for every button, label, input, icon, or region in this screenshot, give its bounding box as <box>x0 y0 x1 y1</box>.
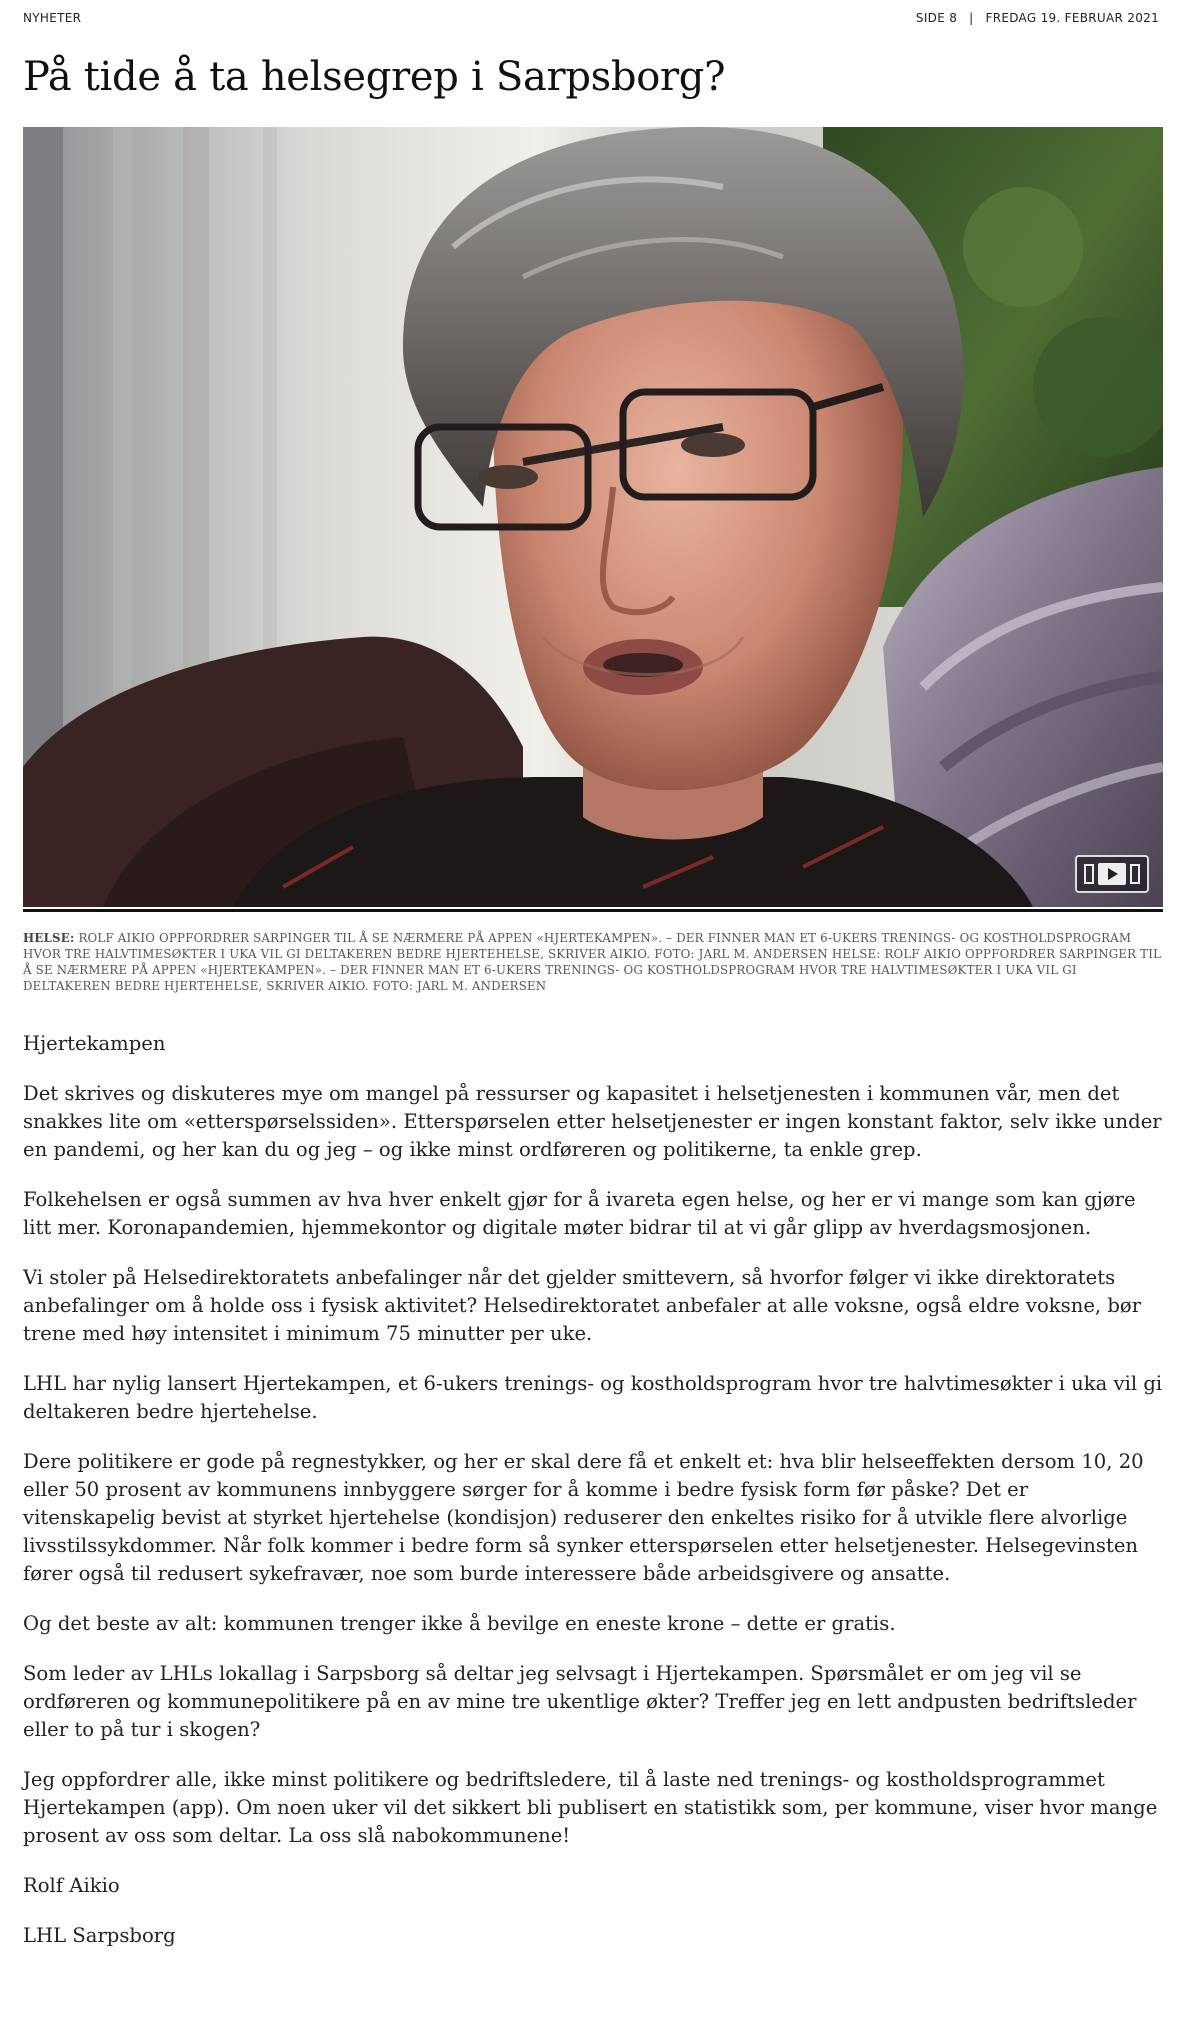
page-header <box>23 8 1165 28</box>
paragraph: Vi stoler på Helsedirektoratets anbefalinger når det gjelder smittevern, så hvorfor følger vi ikke direktoratets anbefalinger om å holde oss i fysisk aktivitet? Helsedirektoratet anbefaler at alle voksne, også eldre voksne, bør trene med høy intensitet i minimum 75 minutter per uke. <box>23 1266 1142 1345</box>
paragraph: LHL har nylig lansert Hjertekampen, et 6-ukers trenings- og kostholdsprogram hvor tre halvtimesøkter i uka vil gi deltakeren bedre hjertehelse. <box>23 1372 1163 1423</box>
publish-date: FREDAG 19. FEBRUAR 2021 <box>985 11 1159 25</box>
paragraph: Det skrives og diskuteres mye om mangel på ressurser og kapasitet i helsetjenesten i kommunen vår, men det snakkes lite om «etterspørselssiden». Etterspørselen etter helsetjenester er ingen konstant faktor, selv ikke under en pandemi, og her kan du og jeg – og ikke minst ordføreren og politikerne, ta enkle grep. <box>23 1082 1162 1161</box>
video-play-button[interactable] <box>1075 855 1149 893</box>
paragraph: Som leder av LHLs lokallag i Sarpsborg så deltar jeg selvsagt i Hjertekampen. Spørsmålet er om jeg vil se ordføreren og kommunepolitikere på en av mine tre ukentlige økter? Treffer jeg en lett andpusten bedriftsleder eller to på tur i skogen? <box>23 1662 1137 1741</box>
author-organization: LHL Sarpsborg <box>23 1924 176 1947</box>
paragraph: Dere politikere er gode på regnestykker, og her er skal dere få et enkelt et: hva blir helseeffekten dersom 10, 20 eller 50 prosent av kommunens innbyggere sørger for å komme i bedre fysisk form før påske? Det er vitenskapelig bevist at styrket hjertehelse (kondisjon) reduserer den enkeltes risiko for å utvikle flere alvorlige livsstilssykdommer. Når folk kommer i bedre form så synker etterspørselen etter helsetjenester. Helsegevinsten fører også til redusert sykefravær, noe som burde interessere både arbeidsgivere og ansatte. <box>23 1450 1144 1585</box>
paragraph: Og det beste av alt: kommunen trenger ikke å bevilge en eneste krone – dette er gratis. <box>23 1612 896 1635</box>
article-photo[interactable] <box>23 127 1163 907</box>
page-info <box>910 11 1165 25</box>
photo-caption <box>23 930 1163 994</box>
caption-label: HELSE: <box>23 931 75 945</box>
caption-text: ROLF AIKIO OPPFORDRER SARPINGER TIL Å SE NÆRMERE PÅ APPEN «HJERTEKAMPEN». – DER FINNER MAN ET 6-UKERS TRENINGS- OG KOSTHOLDSPROGRAM HVOR TRE HALVTIMESØKTER I UKA VIL GI DELTAKEREN BEDRE HJERTEHELSE, SKRIVER AIKIO. FOTO: JARL M. ANDERSEN HELSE: ROLF AIKIO OPPFORDRER SARPINGER TIL Å SE NÆRMERE PÅ APPEN «HJERTEKAMPEN». – DER FINNER MAN ET 6-UKERS TRENINGS- OG KOSTHOLDSPROGRAM HVOR TRE HALVTIMESØKTER I UKA VIL GI DELTAKEREN BEDRE HJERTEHELSE, SKRIVER AIKIO. FOTO: JARL M. ANDERSEN <box>23 931 1162 993</box>
article-title: På tide å ta helsegrep i Sarpsborg? <box>23 54 726 100</box>
author-name: Rolf Aikio <box>23 1874 120 1897</box>
article-body <box>23 1030 1163 1972</box>
photo-divider <box>23 909 1163 912</box>
paragraph: Folkehelsen er også summen av hva hver enkelt gjør for å ivareta egen helse, og her er vi mange som kan gjøre litt mer. Koronapandemien, hjemmekontor og digitale møter bidrar til at vi går glipp av hverdagsmosjonen. <box>23 1188 1136 1239</box>
video-play-icon <box>1084 862 1140 886</box>
portrait-illustration <box>23 127 1163 907</box>
page-number: SIDE 8 <box>915 11 958 25</box>
header-separator: | <box>969 11 974 25</box>
paragraph-subhead: Hjertekampen <box>23 1032 166 1055</box>
section-label: NYHETER <box>23 11 82 25</box>
paragraph: Jeg oppfordrer alle, ikke minst politikere og bedriftsledere, til å laste ned trenings- og kostholdsprogrammet Hjertekampen (app). Om noen uker vil det sikkert bli publisert en statistikk som, per kommune, viser hvor mange prosent av oss som deltar. La oss slå nabokommunene! <box>23 1768 1158 1847</box>
